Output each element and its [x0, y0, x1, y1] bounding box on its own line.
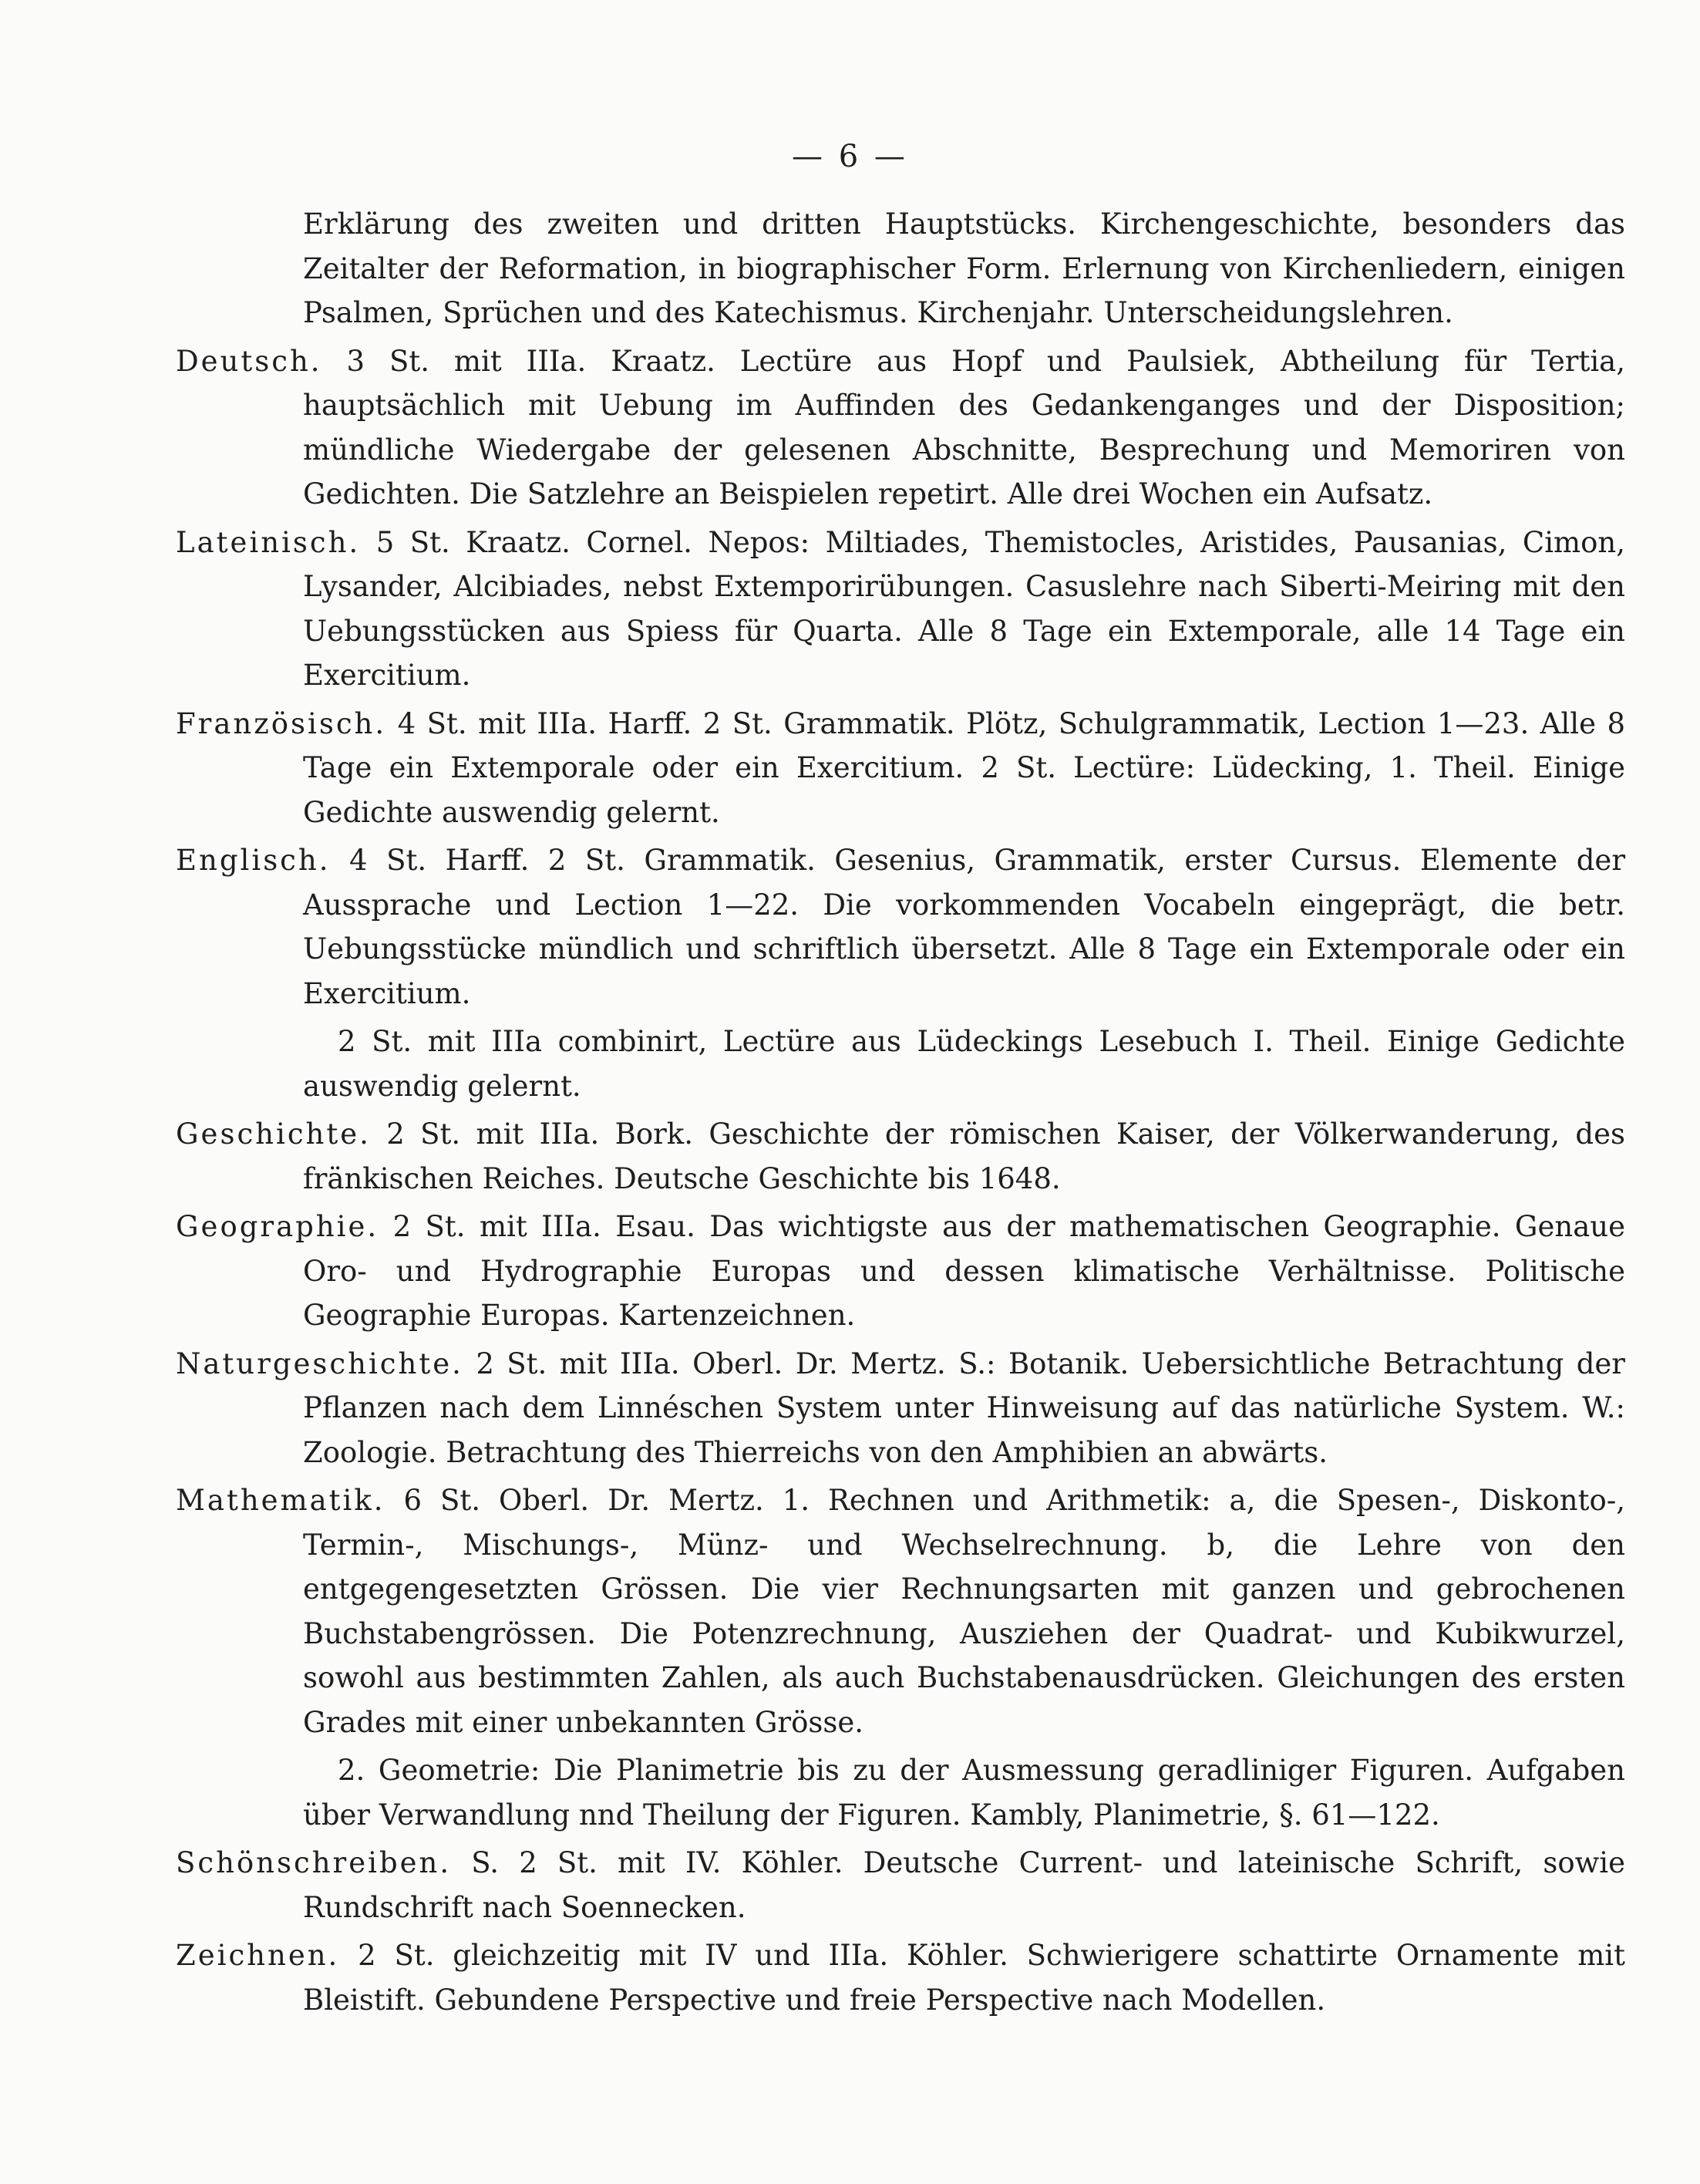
subject-heading: Geographie. [176, 1210, 379, 1243]
paragraph-text: 4 St. mit IIIa. Harff. 2 St. Grammatik. Plötz, Schulgrammatik, Lection 1—23. Alle 8 Tage ein Extemporale oder ein Exercitium. 2 St. Lectüre: Lüdecking, 1. Theil. Einige Gedichte auswendig gelernt. [303, 706, 1625, 829]
subject-heading: Französisch. [176, 706, 387, 740]
paragraph-englisch [176, 838, 1625, 1016]
paragraph-text: 4 St. Harff. 2 St. Grammatik. Gesenius, Grammatik, erster Cursus. Elemente der Aussprache und Lection 1—22. Die vorkommenden Vocabeln eingeprägt, die betr. Uebungsstücke mündlich und schriftlich übersetzt. Alle 8 Tage ein Extemporale oder ein Exercitium. [303, 844, 1625, 1010]
paragraph-text: 6 St. Oberl. Dr. Mertz. 1. Rechnen und Arithmetik: a, die Spesen-, Diskonto-, Termin-, Mischungs-, Münz- und Wechselrechnung. b, die Lehre von den entgegengesetzten Grössen. Die vier Rechnungsarten mit ganzen und gebrochenen Buchstabengrössen. Die Potenzrechnung, Ausziehen der Quadrat- und Kubikwurzel, sowohl aus bestimmten Zahlen, als auch Buchstabenausdrücken. Gleichungen des ersten Grades mit einer unbekannten Grösse. [303, 1484, 1625, 1739]
paragraph-mathematik-geometrie [176, 1748, 1625, 1837]
paragraph-englisch-2 [176, 1020, 1625, 1108]
paragraph-schoenschreiben [176, 1841, 1625, 1930]
paragraph-mathematik [176, 1478, 1625, 1744]
subject-heading: Deutsch. [176, 344, 322, 378]
subject-heading: Mathematik. [176, 1484, 385, 1517]
subject-heading: Lateinisch. [176, 525, 361, 559]
paragraph-geographie [176, 1205, 1625, 1338]
paragraph-religion-continued [176, 202, 1625, 335]
paragraph-text: 2. Geometrie: Die Planimetrie bis zu der Ausmessung geradliniger Figuren. Aufgaben über Verwandlung nnd Theilung der Figuren. Kambly, Planimetrie, §. 61—122. [303, 1754, 1625, 1832]
paragraph-text: 2 St. mit IIIa. Bork. Geschichte der römischen Kaiser, der Völkerwanderung, des fränkischen Reiches. Deutsche Geschichte bis 1648. [303, 1117, 1626, 1195]
subject-heading: Naturgeschichte. [176, 1346, 463, 1380]
paragraph-text: 2 St. mit IIIa. Esau. Das wichtigste aus der mathematischen Geographie. Genaue Oro- und Hydrographie Europas und dessen klimatische Verhältnisse. Politische Geographie Europas. Kartenzeichnen. [303, 1210, 1625, 1332]
paragraph-text: Erklärung des zweiten und dritten Hauptstücks. Kirchengeschichte, besonders das Zeitalter der Reformation, in biographischer Form. Erlernung von Kirchenliedern, einigen Psalmen, Sprüchen und des Katechismus. Kirchenjahr. Unterscheidungslehren. [303, 207, 1625, 329]
subject-heading: Schönschreiben. [176, 1846, 452, 1879]
paragraph-naturgeschichte [176, 1342, 1625, 1475]
paragraph-text: 2 St. gleichzeitig mit IV und IIIa. Köhler. Schwierigere schattirte Ornamente mit Bleistift. Gebundene Perspective und freie Perspective nach Modellen. [303, 1939, 1625, 2017]
paragraph-text: 2 St. mit IIIa. Oberl. Dr. Mertz. S.: Botanik. Uebersichtliche Betrachtung der Pflanzen nach dem Linnéschen System unter Hinweisung auf das natürliche System. W.: Zoologie. Betrachtung des Thierreichs von den Amphibien an abwärts. [303, 1346, 1625, 1469]
subject-heading: Zeichnen. [176, 1939, 340, 1972]
page-body [176, 202, 1625, 2026]
paragraph-text: S. 2 St. mit IV. Köhler. Deutsche Current- und lateinische Schrift, sowie Rundschrift nach Soennecken. [303, 1846, 1625, 1924]
paragraph-lateinisch [176, 521, 1625, 698]
paragraph-geschichte [176, 1112, 1625, 1201]
paragraph-deutsch [176, 339, 1625, 517]
page-number: — 6 — [792, 139, 908, 174]
paragraph-text: 5 St. Kraatz. Cornel. Nepos: Miltiades, Themistocles, Aristides, Pausanias, Cimon, Lysander, Alcibiades, nebst Extemporirübungen. Casuslehre nach Siberti-Meiring mit den Uebungsstücken aus Spiess für Quarta. Alle 8 Tage ein Extemporale, alle 14 Tage ein Exercitium. [303, 525, 1625, 692]
subject-heading: Geschichte. [176, 1117, 371, 1151]
paragraph-text: 3 St. mit IIIa. Kraatz. Lectüre aus Hopf und Paulsiek, Abtheilung für Tertia, hauptsächlich mit Uebung im Auffinden des Gedankenganges und der Disposition; mündliche Wiedergabe der gelesenen Abschnitte, Besprechung und Memoriren von Gedichten. Die Satzlehre an Beispielen repetirt. Alle drei Wochen ein Aufsatz. [303, 344, 1626, 511]
subject-heading: Englisch. [176, 844, 331, 877]
paragraph-zeichnen [176, 1933, 1625, 2022]
paragraph-text: 2 St. mit IIIa combinirt, Lectüre aus Lüdeckings Lesebuch I. Theil. Einige Gedichte auswendig gelernt. [303, 1025, 1625, 1103]
paragraph-franzoesisch [176, 702, 1625, 835]
